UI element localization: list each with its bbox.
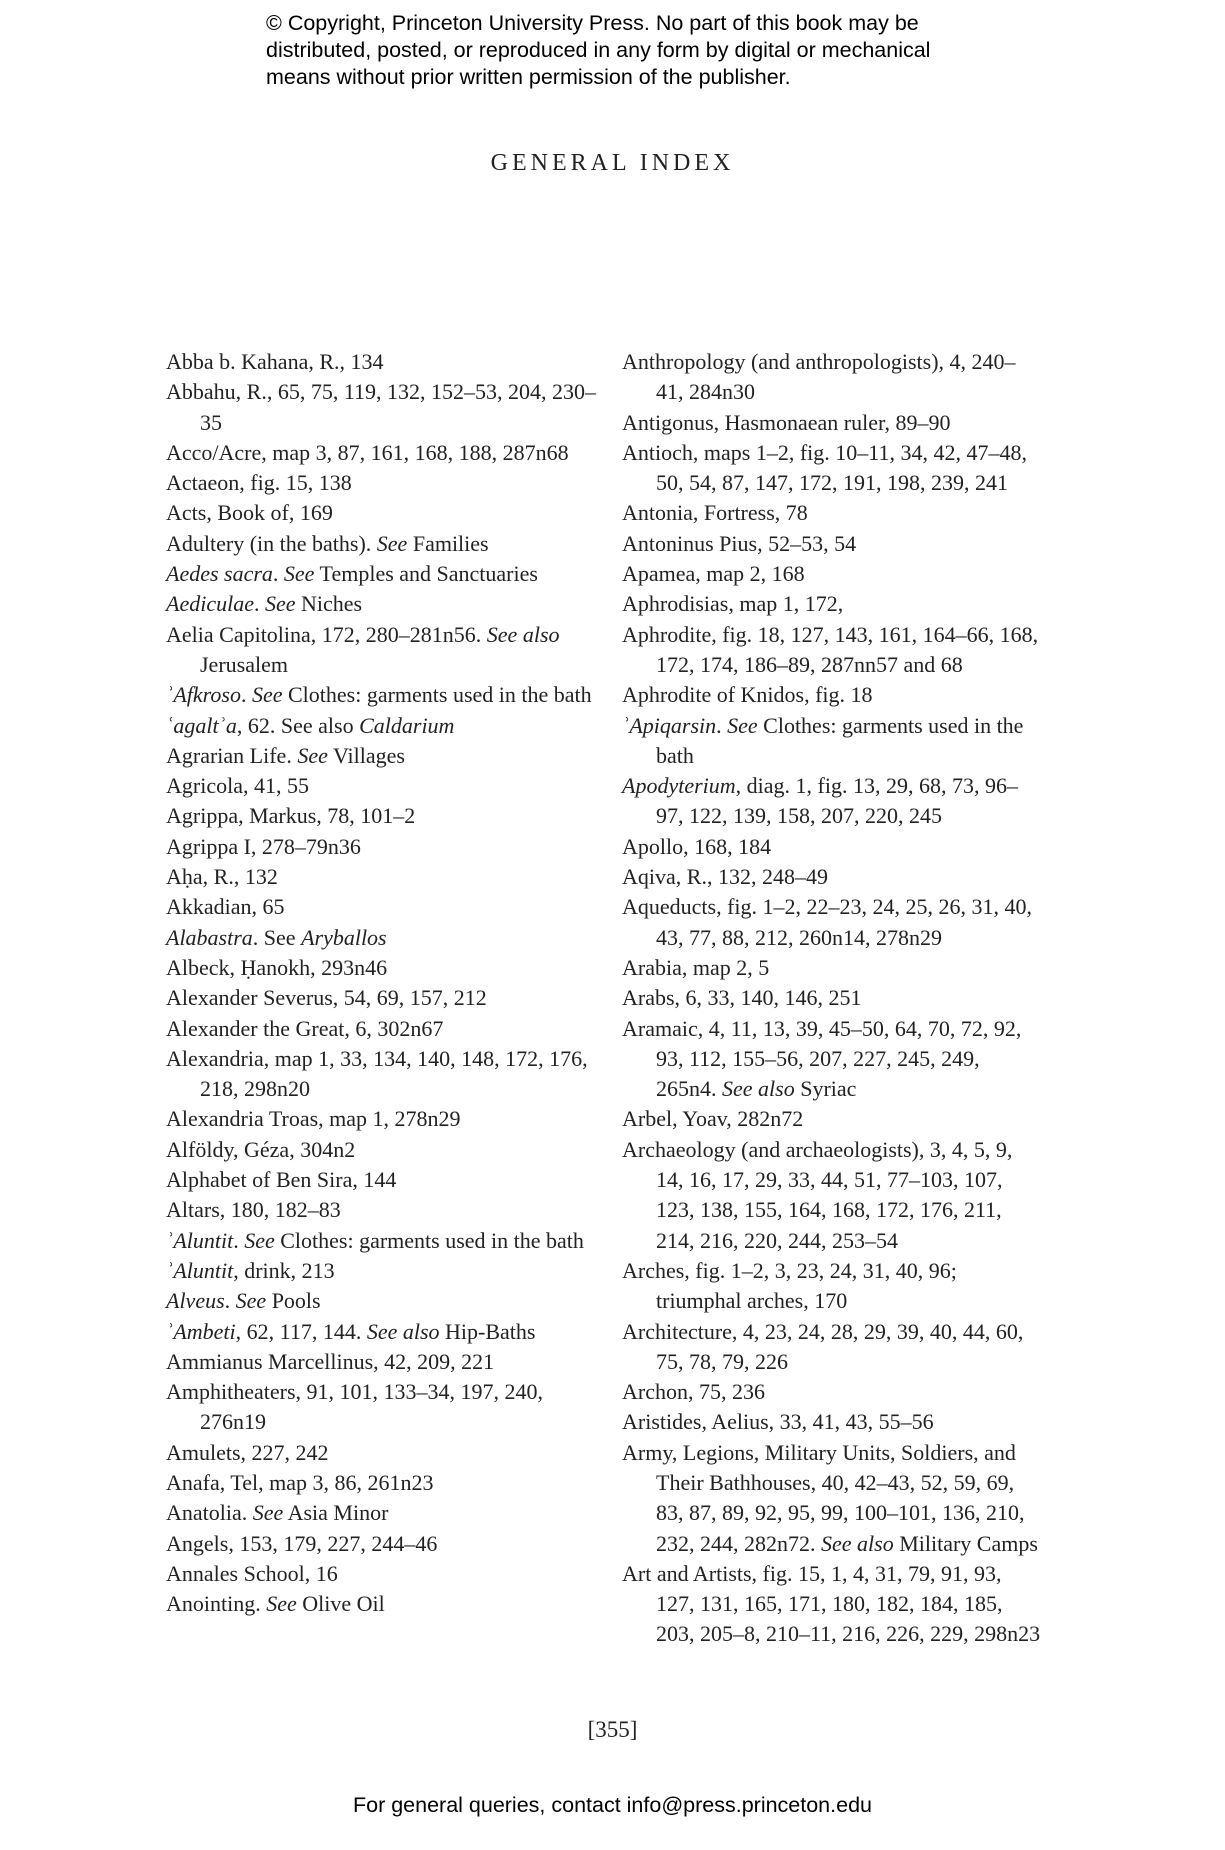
index-entry-text: See — [727, 712, 758, 738]
index-entry — [166, 711, 596, 741]
index-entry-text: Ammianus Marcellinus, 42, 209, 221 — [166, 1348, 495, 1374]
index-entry-text: Antioch, maps 1–2, fig. 10–11, 34, 42, 47–48, 50, 54, 87, 147, 172, 191, 198, 239, 241 — [622, 439, 1027, 496]
index-entry — [622, 589, 1042, 619]
index-entry — [622, 1438, 1042, 1559]
index-entry — [166, 1347, 596, 1377]
index-entry — [622, 1317, 1042, 1378]
index-entry-text: Alabastra — [166, 924, 253, 950]
index-column-left — [166, 347, 596, 1619]
index-entry-text: ʾApiqarsin — [622, 712, 717, 738]
index-entry — [622, 1377, 1042, 1407]
index-entry-text: See — [244, 1227, 275, 1253]
index-entry — [622, 680, 1042, 710]
index-entry-text: Abbahu, R., 65, 75, 119, 132, 152–53, 204, 230–35 — [166, 379, 597, 435]
index-entry-text: , diag. 1, fig. 13, 29, 68, 73, 96–97, 122, 139, 158, 207, 220, 245 — [656, 773, 1018, 829]
index-entry-text: Aqueducts, fig. 1–2, 22–23, 24, 25, 26, 31, 40, 43, 77, 88, 212, 260n14, 278n29 — [622, 894, 1033, 950]
index-entry-text: Aḥa, R., 132 — [166, 864, 278, 890]
index-entry-text: Aryballos — [301, 924, 387, 950]
index-entry-text: ʾAluntit — [166, 1257, 234, 1283]
index-entry-text: Amulets, 227, 242 — [166, 1439, 329, 1465]
index-entry — [166, 1226, 596, 1256]
index-entry-text: Archaeology (and archaeologists), 3, 4, 5, 9, 14, 16, 17, 29, 33, 44, 51, 77–103, 107, 123, 138, 155, 164, 168, 172, 176, 211, 214, 216, 220, 244, 253–54 — [622, 1136, 1013, 1253]
index-entry — [622, 953, 1042, 983]
index-entry — [166, 1377, 596, 1438]
index-entry-text: Clothes: garments used in the bath — [656, 712, 1024, 768]
index-entry-text: Jerusalem — [200, 651, 288, 677]
index-entry-text: . — [716, 712, 728, 738]
index-entry — [166, 862, 596, 892]
index-entry-text: Antonia, Fortress, 78 — [622, 500, 808, 526]
index-entry-text: , 62. See also — [236, 712, 360, 738]
index-entry-text: . — [224, 1288, 236, 1314]
index-entry-text: Adultery (in the baths). — [166, 530, 377, 556]
index-entry-text: See also — [722, 1076, 795, 1102]
index-entry — [166, 620, 596, 681]
index-entry-text: See — [376, 530, 408, 556]
index-entry-text: Acco/Acre, map 3, 87, 161, 168, 188, 287n68 — [166, 439, 569, 465]
index-entry — [166, 559, 596, 589]
index-entry — [166, 1438, 596, 1468]
index-entry-text: Aristides, Aelius, 33, 41, 43, 55–56 — [622, 1409, 934, 1435]
index-entry — [622, 1014, 1042, 1105]
index-entry-text: Apamea, map 2, 168 — [622, 561, 805, 587]
index-entry-text: Agrarian Life. — [166, 742, 298, 768]
index-entry — [166, 1468, 596, 1498]
index-entry-text: Alexander Severus, 54, 69, 157, 212 — [166, 985, 487, 1011]
index-entry — [166, 1589, 596, 1619]
index-entry — [166, 1559, 596, 1589]
index-entry-text: Agrippa, Markus, 78, 101–2 — [166, 803, 416, 829]
index-entry — [622, 771, 1042, 832]
index-entry-text: Arbel, Yoav, 282n72 — [622, 1106, 804, 1132]
index-entry-text: Akkadian, 65 — [166, 894, 285, 920]
index-entry — [166, 438, 596, 468]
index-entry-text: Anthropology (and anthropologists), 4, 240–41, 284n30 — [622, 349, 1016, 405]
index-entry — [622, 711, 1042, 772]
index-entry-text: , drink, 213 — [233, 1257, 335, 1283]
index-entry — [166, 468, 596, 498]
index-entry-text: . — [253, 591, 265, 617]
copyright-line-3: means without prior written permission of the publisher. — [266, 65, 791, 89]
index-entry-text: Arabia, map 2, 5 — [622, 954, 770, 980]
index-entry-text: . — [233, 1227, 245, 1253]
index-entry — [622, 1104, 1042, 1134]
index-entry — [166, 589, 596, 619]
index-entry-text: See — [264, 591, 296, 617]
index-entry-text: Hip-Baths — [439, 1318, 536, 1344]
index-entry-text: Aphrodite of Knidos, fig. 18 — [622, 682, 873, 708]
index-entry-text: Alexander the Great, 6, 302n67 — [166, 1015, 444, 1041]
index-entry — [622, 892, 1042, 953]
index-entry — [166, 953, 596, 983]
index-entry — [166, 771, 596, 801]
index-entry-text: Clothes: garments used in the bath — [274, 1227, 584, 1253]
index-entry-text: ʾAfkroso — [166, 682, 241, 708]
index-entry — [166, 498, 596, 528]
index-entry-text: Alexandria, map 1, 33, 134, 140, 148, 172, 176, 218, 298n20 — [166, 1045, 588, 1102]
index-entry-text: Aelia Capitolina, 172, 280–281n56. — [166, 621, 487, 647]
index-entry-text: Aedes sacra — [166, 561, 273, 587]
index-entry-text: Albeck, Ḥanokh, 293n46 — [166, 954, 388, 980]
index-entry-text: Antigonus, Hasmonaean ruler, 89–90 — [622, 409, 951, 435]
index-entry — [166, 1165, 596, 1195]
index-entry-text: Abba b. Kahana, R., 134 — [166, 349, 384, 374]
index-entry — [166, 1195, 596, 1225]
index-entry — [166, 680, 596, 710]
index-entry-text: See — [297, 742, 328, 768]
index-entry-text: Anafa, Tel, map 3, 86, 261n23 — [166, 1469, 434, 1495]
index-entry — [166, 923, 596, 953]
index-entry-text: See also — [486, 621, 560, 647]
index-entry-text: Villages — [327, 742, 405, 768]
index-entry-text: Syriac — [794, 1076, 857, 1102]
index-entry-text: Art and Artists, fig. 15, 1, 4, 31, 79, 91, 93, 127, 131, 165, 171, 180, 182, 184, 185, 203, 205–8, 210–11, 216, 226, 229, 298n23 — [622, 1560, 1041, 1647]
index-entry-text: See also — [821, 1530, 894, 1556]
index-entry — [166, 1498, 596, 1528]
index-entry-text: Temples and Sanctuaries — [314, 561, 538, 587]
copyright-notice — [266, 10, 1026, 91]
index-entry-text: Anointing. — [166, 1591, 267, 1617]
index-entry-text: Pools — [266, 1288, 321, 1314]
index-entry-text: See — [283, 561, 315, 587]
index-entry-text: Caldarium — [359, 712, 455, 738]
index-entry-text: Arches, fig. 1–2, 3, 23, 24, 31, 40, 96; triumphal arches, 170 — [622, 1257, 957, 1314]
index-entry-text: Apodyterium — [622, 773, 736, 799]
index-entry-text: Agrippa I, 278–79n36 — [166, 833, 361, 859]
page-number: [355] — [587, 1717, 638, 1742]
index-entry-text: See also — [366, 1318, 440, 1344]
index-entry-text: Olive Oil — [296, 1591, 385, 1617]
index-entry — [622, 498, 1042, 528]
index-entry — [622, 559, 1042, 589]
index-entry-text: . See — [252, 924, 302, 950]
index-entry-text: Altars, 180, 182–83 — [166, 1197, 341, 1223]
index-entry-text: Apollo, 168, 184 — [622, 833, 772, 859]
index-entry-text: Aphrodisias, map 1, 172, — [622, 591, 844, 617]
index-entry — [166, 1286, 596, 1316]
index-entry-text: ʾAmbeti — [166, 1318, 236, 1344]
index-entry-text: Agricola, 41, 55 — [166, 773, 309, 799]
index-entry-text: Actaeon, fig. 15, 138 — [166, 470, 352, 496]
index-entry — [622, 1407, 1042, 1437]
index-entry-text: Asia Minor — [283, 1500, 389, 1526]
index-entry-text: Military Camps — [893, 1530, 1038, 1556]
index-entry — [622, 438, 1042, 499]
index-entry-text: Families — [407, 530, 489, 556]
index-entry-text: Alföldy, Géza, 304n2 — [166, 1136, 356, 1162]
index-entry-text: Clothes: garments used in the bath — [282, 682, 592, 708]
index-entry-text: Army, Legions, Military Units, Soldiers, and Their Bathhouses, 40, 42–43, 52, 59, 69, 83, 87, 89, 92, 95, 99, 100–101, 136, 210, 232, 244, 282n72. — [622, 1439, 1025, 1556]
index-entry-text: Alphabet of Ben Sira, 144 — [166, 1167, 397, 1193]
index-entry-text: See — [251, 682, 283, 708]
index-entry — [166, 983, 596, 1013]
index-entry — [622, 347, 1042, 408]
index-entry — [622, 1256, 1042, 1317]
index-entry — [622, 408, 1042, 438]
index-entry — [622, 983, 1042, 1013]
index-entry-text: Aphrodite, fig. 18, 127, 143, 161, 164–66, 168, 172, 174, 186–89, 287nn57 and 68 — [622, 621, 1039, 677]
footer-contact: For general queries, contact info@press.princeton.edu — [352, 1793, 872, 1817]
index-entry — [166, 741, 596, 771]
index-entry-text: See — [235, 1288, 267, 1314]
page-title: GENERAL INDEX — [490, 150, 735, 176]
index-entry-text: ʾAluntit — [166, 1227, 234, 1253]
index-entry — [622, 529, 1042, 559]
index-entry — [166, 1104, 596, 1134]
index-entry-text: See — [266, 1591, 297, 1617]
index-column-right — [622, 347, 1042, 1650]
index-entry-text: See — [252, 1500, 284, 1526]
index-entry-text: , 62, 117, 144. — [235, 1318, 367, 1344]
index-entry — [622, 1135, 1042, 1256]
index-entry-text: Aqiva, R., 132, 248–49 — [622, 864, 828, 890]
index-entry-text: Anatolia. — [166, 1500, 253, 1526]
index-entry-text: . — [272, 561, 284, 587]
copyright-line-2: distributed, posted, or reproduced in any form by digital or mechanical — [266, 38, 931, 62]
index-entry — [166, 347, 596, 377]
index-entry-text: Aediculae — [166, 591, 254, 617]
index-entry — [166, 1044, 596, 1105]
index-entry — [166, 1014, 596, 1044]
index-entry-text: Acts, Book of, 169 — [166, 500, 333, 526]
index-entry-text: Angels, 153, 179, 227, 244–46 — [166, 1530, 438, 1556]
index-entry-text: . — [240, 682, 252, 708]
index-entry — [166, 1317, 596, 1347]
index-entry-text: Alexandria Troas, map 1, 278n29 — [166, 1106, 461, 1132]
index-entry — [622, 862, 1042, 892]
index-entry — [166, 801, 596, 831]
index-entry — [622, 620, 1042, 681]
index-entry-text: Niches — [295, 591, 363, 617]
index-entry — [166, 892, 596, 922]
index-entry-text: Antoninus Pius, 52–53, 54 — [622, 530, 857, 556]
index-entry — [166, 1529, 596, 1559]
index-entry — [166, 377, 596, 438]
index-entry — [166, 1135, 596, 1165]
index-entry-text: Alveus — [166, 1288, 225, 1314]
index-entry-text: Annales School, 16 — [166, 1560, 338, 1586]
index-entry — [622, 832, 1042, 862]
copyright-line-1: © Copyright, Princeton University Press. No part of this book may be — [266, 11, 919, 35]
index-entry-text: Archon, 75, 236 — [622, 1379, 765, 1405]
index-entry — [166, 832, 596, 862]
index-entry-text: ʿagaltʾa — [166, 712, 237, 738]
index-entry — [166, 529, 596, 559]
index-entry-text: Amphitheaters, 91, 101, 133–34, 197, 240, 276n19 — [166, 1379, 544, 1435]
index-entry — [622, 1559, 1042, 1650]
index-entry-text: Aramaic, 4, 11, 13, 39, 45–50, 64, 70, 72, 92, 93, 112, 155–56, 207, 227, 245, 249, 265n4. — [622, 1015, 1022, 1102]
index-entry — [166, 1256, 596, 1286]
index-entry-text: Arabs, 6, 33, 140, 146, 251 — [622, 985, 862, 1011]
index-entry-text: Architecture, 4, 23, 24, 28, 29, 39, 40, 44, 60, 75, 78, 79, 226 — [622, 1318, 1024, 1374]
